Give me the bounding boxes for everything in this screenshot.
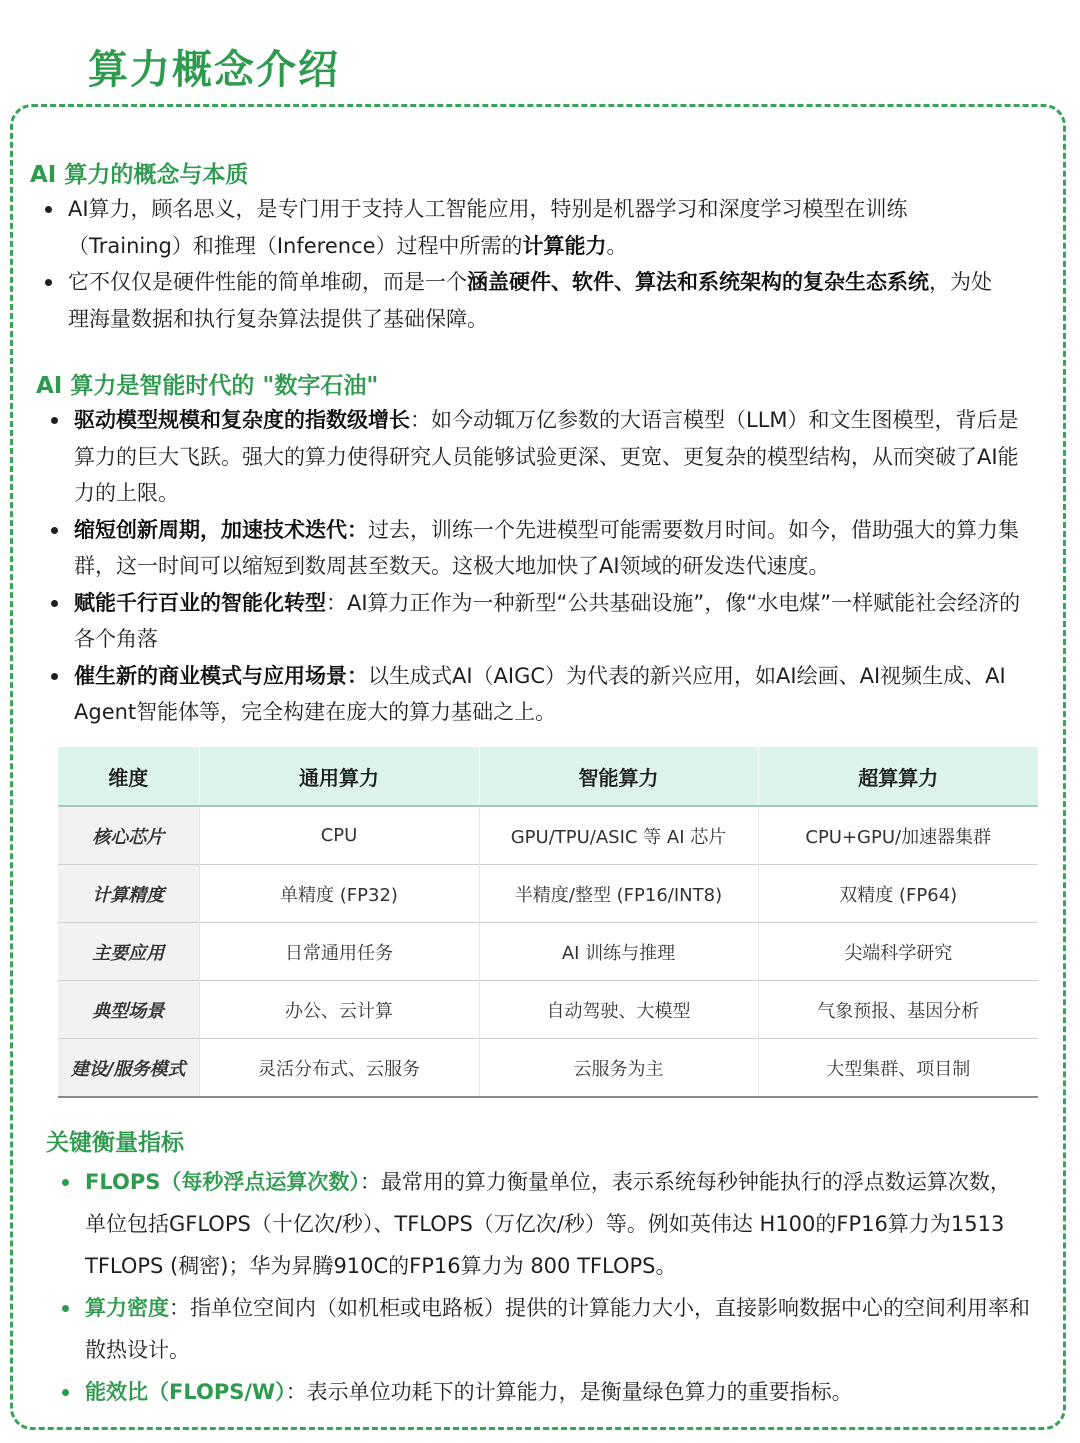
- table-cell: AI 训练与推理: [479, 923, 758, 981]
- section-heading-digital-oil: AI 算力是智能时代的 "数字石油": [36, 373, 379, 399]
- column-header: 智能算力: [479, 747, 758, 806]
- metrics-bullet-list: [85, 1161, 1030, 1413]
- table-cell: 云服务为主: [479, 1039, 758, 1098]
- column-header: 维度: [58, 747, 199, 806]
- row-header: 主要应用: [58, 923, 199, 981]
- list-item: 赋能千行百业的智能化转型：AI算力正作为一种新型“公共基础设施”，像“水电煤”一样赋能社会经济的各个角落: [74, 585, 1036, 658]
- table-cell: 办公、云计算: [199, 981, 479, 1039]
- table-cell: 灵活分布式、云服务: [199, 1039, 479, 1098]
- table-cell: 气象预报、基因分析: [758, 981, 1038, 1039]
- table-row: [58, 923, 1038, 981]
- row-header: 典型场景: [58, 981, 199, 1039]
- table-cell: 大型集群、项目制: [758, 1039, 1038, 1098]
- row-header: 建设/服务模式: [58, 1039, 199, 1098]
- list-item: 它不仅仅是硬件性能的简单堆砌，而是一个涵盖硬件、软件、算法和系统架构的复杂生态系统，为处理海量数据和执行复杂算法提供了基础保障。: [68, 264, 1008, 337]
- table-row: [58, 981, 1038, 1039]
- section-heading-concept: AI 算力的概念与本质: [30, 162, 249, 188]
- list-item: AI算力，顾名思义，是专门用于支持人工智能应用，特别是机器学习和深度学习模型在训练（Training）和推理（Inference）过程中所需的计算能力。: [68, 191, 1008, 264]
- list-item: 驱动模型规模和复杂度的指数级增长：如今动辄万亿参数的大语言模型（LLM）和文生图模型，背后是算力的巨大飞跃。强大的算力使得研究人员能够试验更深、更宽、更复杂的模型结构，从而突破了AI能力的上限。: [74, 402, 1036, 512]
- row-header: 计算精度: [58, 865, 199, 923]
- column-header: 通用算力: [199, 747, 479, 806]
- row-header: 核心芯片: [58, 806, 199, 865]
- page-title: 算力概念介绍: [88, 47, 340, 93]
- digital-oil-bullet-list: [74, 402, 1036, 731]
- table-cell: 尖端科学研究: [758, 923, 1038, 981]
- list-item: 催生新的商业模式与应用场景：以生成式AI（AIGC）为代表的新兴应用，如AI绘画、AI视频生成、AI Agent智能体等，完全构建在庞大的算力基础之上。: [74, 658, 1036, 731]
- table-row: [58, 865, 1038, 923]
- list-item: FLOPS（每秒浮点运算次数）：最常用的算力衡量单位，表示系统每秒钟能执行的浮点数运算次数，单位包括GFLOPS（十亿次/秒）、TFLOPS（万亿次/秒）等。例如英伟达 H100的FP16算力为1513 TFLOPS (稠密)；华为昇腾910C的FP16算力为 800 TFLOPS。: [85, 1161, 1030, 1287]
- list-item: 缩短创新周期，加速技术迭代：过去，训练一个先进模型可能需要数月时间。如今，借助强大的算力集群，这一时间可以缩短到数周甚至数天。这极大地加快了AI领域的研发迭代速度。: [74, 512, 1036, 585]
- table-cell: 自动驾驶、大模型: [479, 981, 758, 1039]
- section-heading-metrics: 关键衡量指标: [46, 1130, 184, 1156]
- table-header-row: [58, 747, 1038, 806]
- table-cell: GPU/TPU/ASIC 等 AI 芯片: [479, 806, 758, 865]
- table-cell: 半精度/整型 (FP16/INT8): [479, 865, 758, 923]
- column-header: 超算算力: [758, 747, 1038, 806]
- table-cell: CPU: [199, 806, 479, 865]
- concept-bullet-list: [68, 191, 1008, 337]
- table-cell: 双精度 (FP64): [758, 865, 1038, 923]
- table-row: [58, 806, 1038, 865]
- list-item: 算力密度：指单位空间内（如机柜或电路板）提供的计算能力大小，直接影响数据中心的空间利用率和散热设计。: [85, 1287, 1030, 1371]
- list-item: 能效比（FLOPS/W）：表示单位功耗下的计算能力，是衡量绿色算力的重要指标。: [85, 1371, 1030, 1413]
- table-cell: 日常通用任务: [199, 923, 479, 981]
- table-row: [58, 1039, 1038, 1098]
- table-cell: 单精度 (FP32): [199, 865, 479, 923]
- compute-comparison-table: [58, 747, 1038, 1098]
- table-cell: CPU+GPU/加速器集群: [758, 806, 1038, 865]
